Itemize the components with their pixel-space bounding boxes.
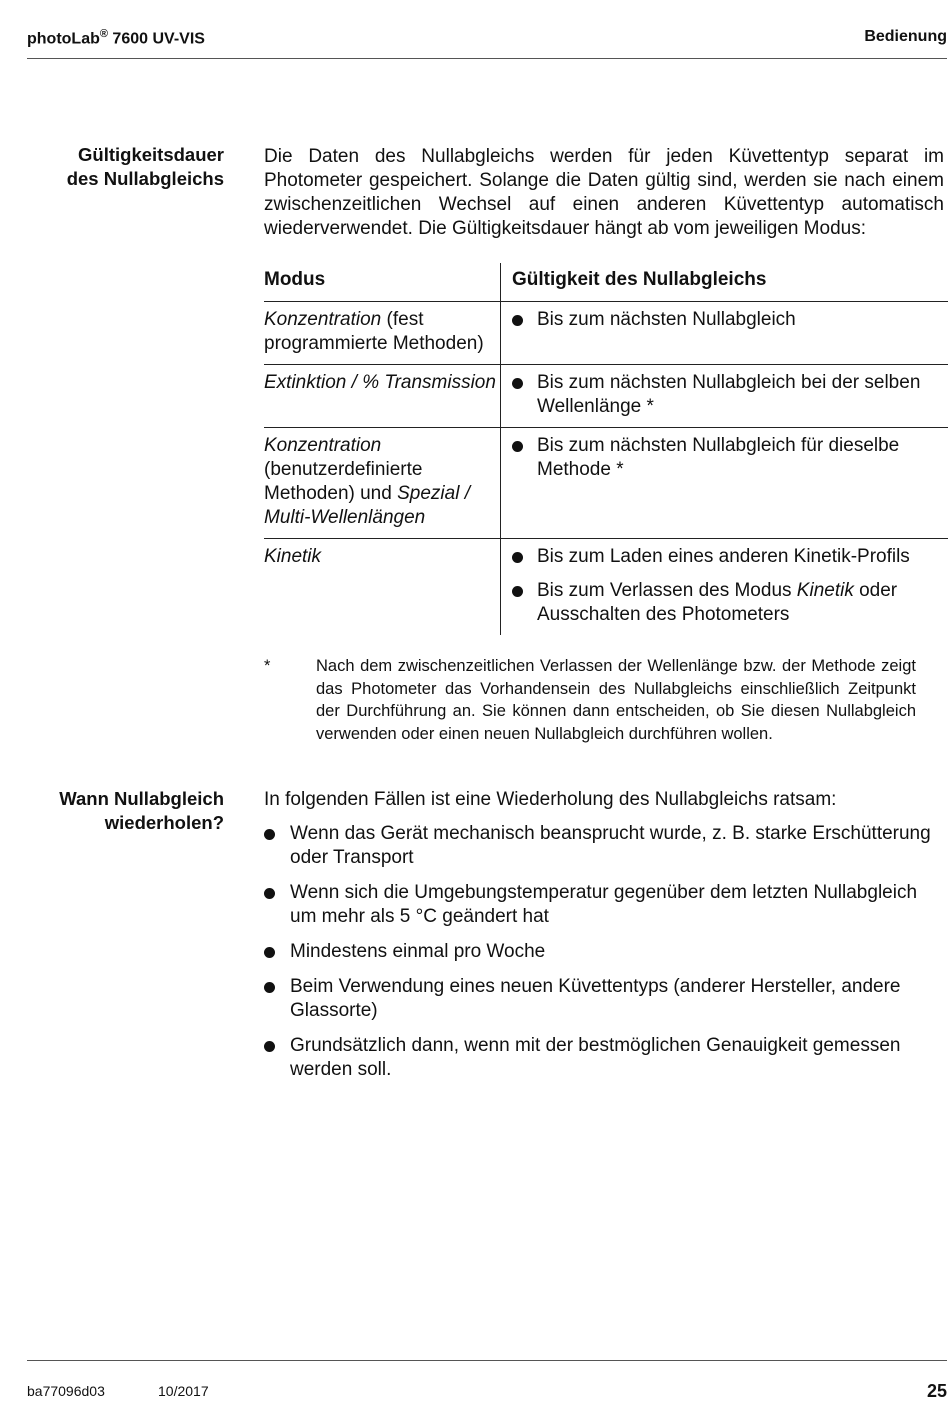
page-footer (27, 1360, 947, 1401)
bullet-icon (264, 829, 275, 840)
list-item-text: Wenn sich die Umgebungstemperatur gegenüber dem letzten Nullabgleich um mehr als 5 °C geändert hat (290, 882, 918, 927)
validity-label-line2: des Nullabgleichs (66, 168, 224, 189)
repeat-list (264, 822, 944, 1093)
validity-text-part: Bis zum Verlassen des Modus (537, 580, 797, 601)
validity-text-part: oder Ausschalten des Photometers (537, 580, 898, 625)
table-header-row (264, 263, 948, 302)
mode-cell (264, 539, 501, 636)
repeat-label-line1: Wann Nullabgleich (59, 788, 224, 809)
list-item-text: Mindestens einmal pro Woche (290, 941, 546, 962)
list-item (264, 940, 944, 964)
validity-intro: Die Daten des Nullabgleichs werden für jeden Küvettentyp separat im Photometer gespeichert. Solange die Daten gültig sind, werden sie nach einem zwischenzeitlichen Wechsel auf einen anderen Küvettentyp automatisch wiederverwendet. Die Gültigkeitsdauer hängt ab vom jeweiligen Modus: (264, 146, 944, 239)
validity-text: Bis zum nächsten Nullabgleich für dieselbe Methode * (537, 435, 900, 480)
header-section: Bedienung (864, 28, 947, 45)
header-product: photoLab (27, 30, 100, 48)
validity-table (264, 263, 948, 635)
bullet-icon (512, 378, 523, 389)
validity-cell (501, 365, 949, 428)
page-header (27, 26, 947, 59)
validity-bullet (512, 308, 948, 332)
footnote (264, 655, 916, 745)
footer-doc-code: ba77096d03 (27, 1383, 105, 1399)
bullet-icon (264, 1041, 275, 1052)
list-item-text: Beim Verwendung eines neuen Küvettentyps (anderer Hersteller, andere Glassorte) (290, 976, 901, 1021)
footnote-text: Nach dem zwischenzeitlichen Verlassen der Wellenlänge bzw. der Methode zeigt das Photometer das Vorhandensein des Nullabgleichs einschließlich Zeitpunkt der Durchführung an. Sie können dann entscheiden, ob Sie diesen Nullabgleich verwenden oder einen neuen Nullabgleich durchführen wollen. (316, 657, 916, 743)
mode-cell (264, 428, 501, 539)
validity-label-line1: Gültigkeitsdauer (78, 144, 224, 165)
header-model: 7600 UV-VIS (107, 30, 205, 48)
validity-cell (501, 428, 949, 539)
table-row (264, 302, 948, 365)
mode-note: (benutzerdefinierte Methoden) und (264, 459, 423, 504)
validity-text-mode: Kinetik (796, 580, 854, 601)
table-header-mode: Modus (264, 263, 501, 302)
validity-cell (501, 539, 949, 636)
list-item (264, 822, 944, 870)
validity-text: Bis zum Laden eines anderen Kinetik-Profils (537, 546, 910, 567)
table-row (264, 365, 948, 428)
mode-name-secondary: Spezial / Multi-Wellenlängen (264, 483, 470, 528)
bullet-icon (512, 441, 523, 452)
validity-bullet (512, 545, 948, 569)
list-item-text: Wenn das Gerät mechanisch beansprucht wurde, z. B. starke Erschütterung oder Transport (290, 823, 931, 868)
page-number: 25 (926, 1381, 947, 1401)
repeat-section-label (59, 787, 224, 835)
bullet-icon (264, 947, 275, 958)
validity-bullet (512, 579, 948, 627)
mode-name: Extinktion / % Transmission (264, 372, 496, 393)
bullet-icon (264, 982, 275, 993)
validity-bullet (512, 371, 948, 419)
validity-section-label (67, 143, 224, 191)
header-registered-mark: ® (99, 28, 108, 40)
validity-bullet (512, 434, 948, 482)
mode-note: (fest programmierte Methoden) (264, 309, 484, 354)
validity-text (537, 579, 948, 627)
validity-cell (501, 302, 949, 365)
bullet-icon (512, 586, 523, 597)
validity-text: Bis zum nächsten Nullabgleich (537, 309, 796, 330)
list-item (264, 881, 944, 929)
repeat-label-line2: wiederholen? (104, 812, 224, 833)
mode-name: Konzentration (264, 435, 382, 456)
mode-name: Kinetik (264, 546, 322, 567)
table-row (264, 428, 948, 539)
bullet-icon (512, 315, 523, 326)
bullet-icon (512, 552, 523, 563)
mode-name: Konzentration (264, 309, 382, 330)
validity-text: Bis zum nächsten Nullabgleich bei der selben Wellenlänge * (537, 372, 921, 417)
mode-cell (264, 365, 501, 428)
list-item-text: Grundsätzlich dann, wenn mit der bestmöglichen Genauigkeit gemessen werden soll. (290, 1035, 901, 1080)
bullet-icon (264, 888, 275, 899)
header-product-title (27, 28, 205, 48)
table-row (264, 539, 948, 636)
footnote-mark: * (264, 657, 271, 675)
footer-date: 10/2017 (158, 1383, 209, 1399)
list-item (264, 975, 944, 1023)
repeat-intro: In folgenden Fällen ist eine Wiederholung des Nullabgleichs ratsam: (264, 789, 837, 810)
table-header-validity: Gültigkeit des Nullabgleichs (501, 263, 949, 302)
mode-cell (264, 302, 501, 365)
list-item (264, 1034, 944, 1082)
